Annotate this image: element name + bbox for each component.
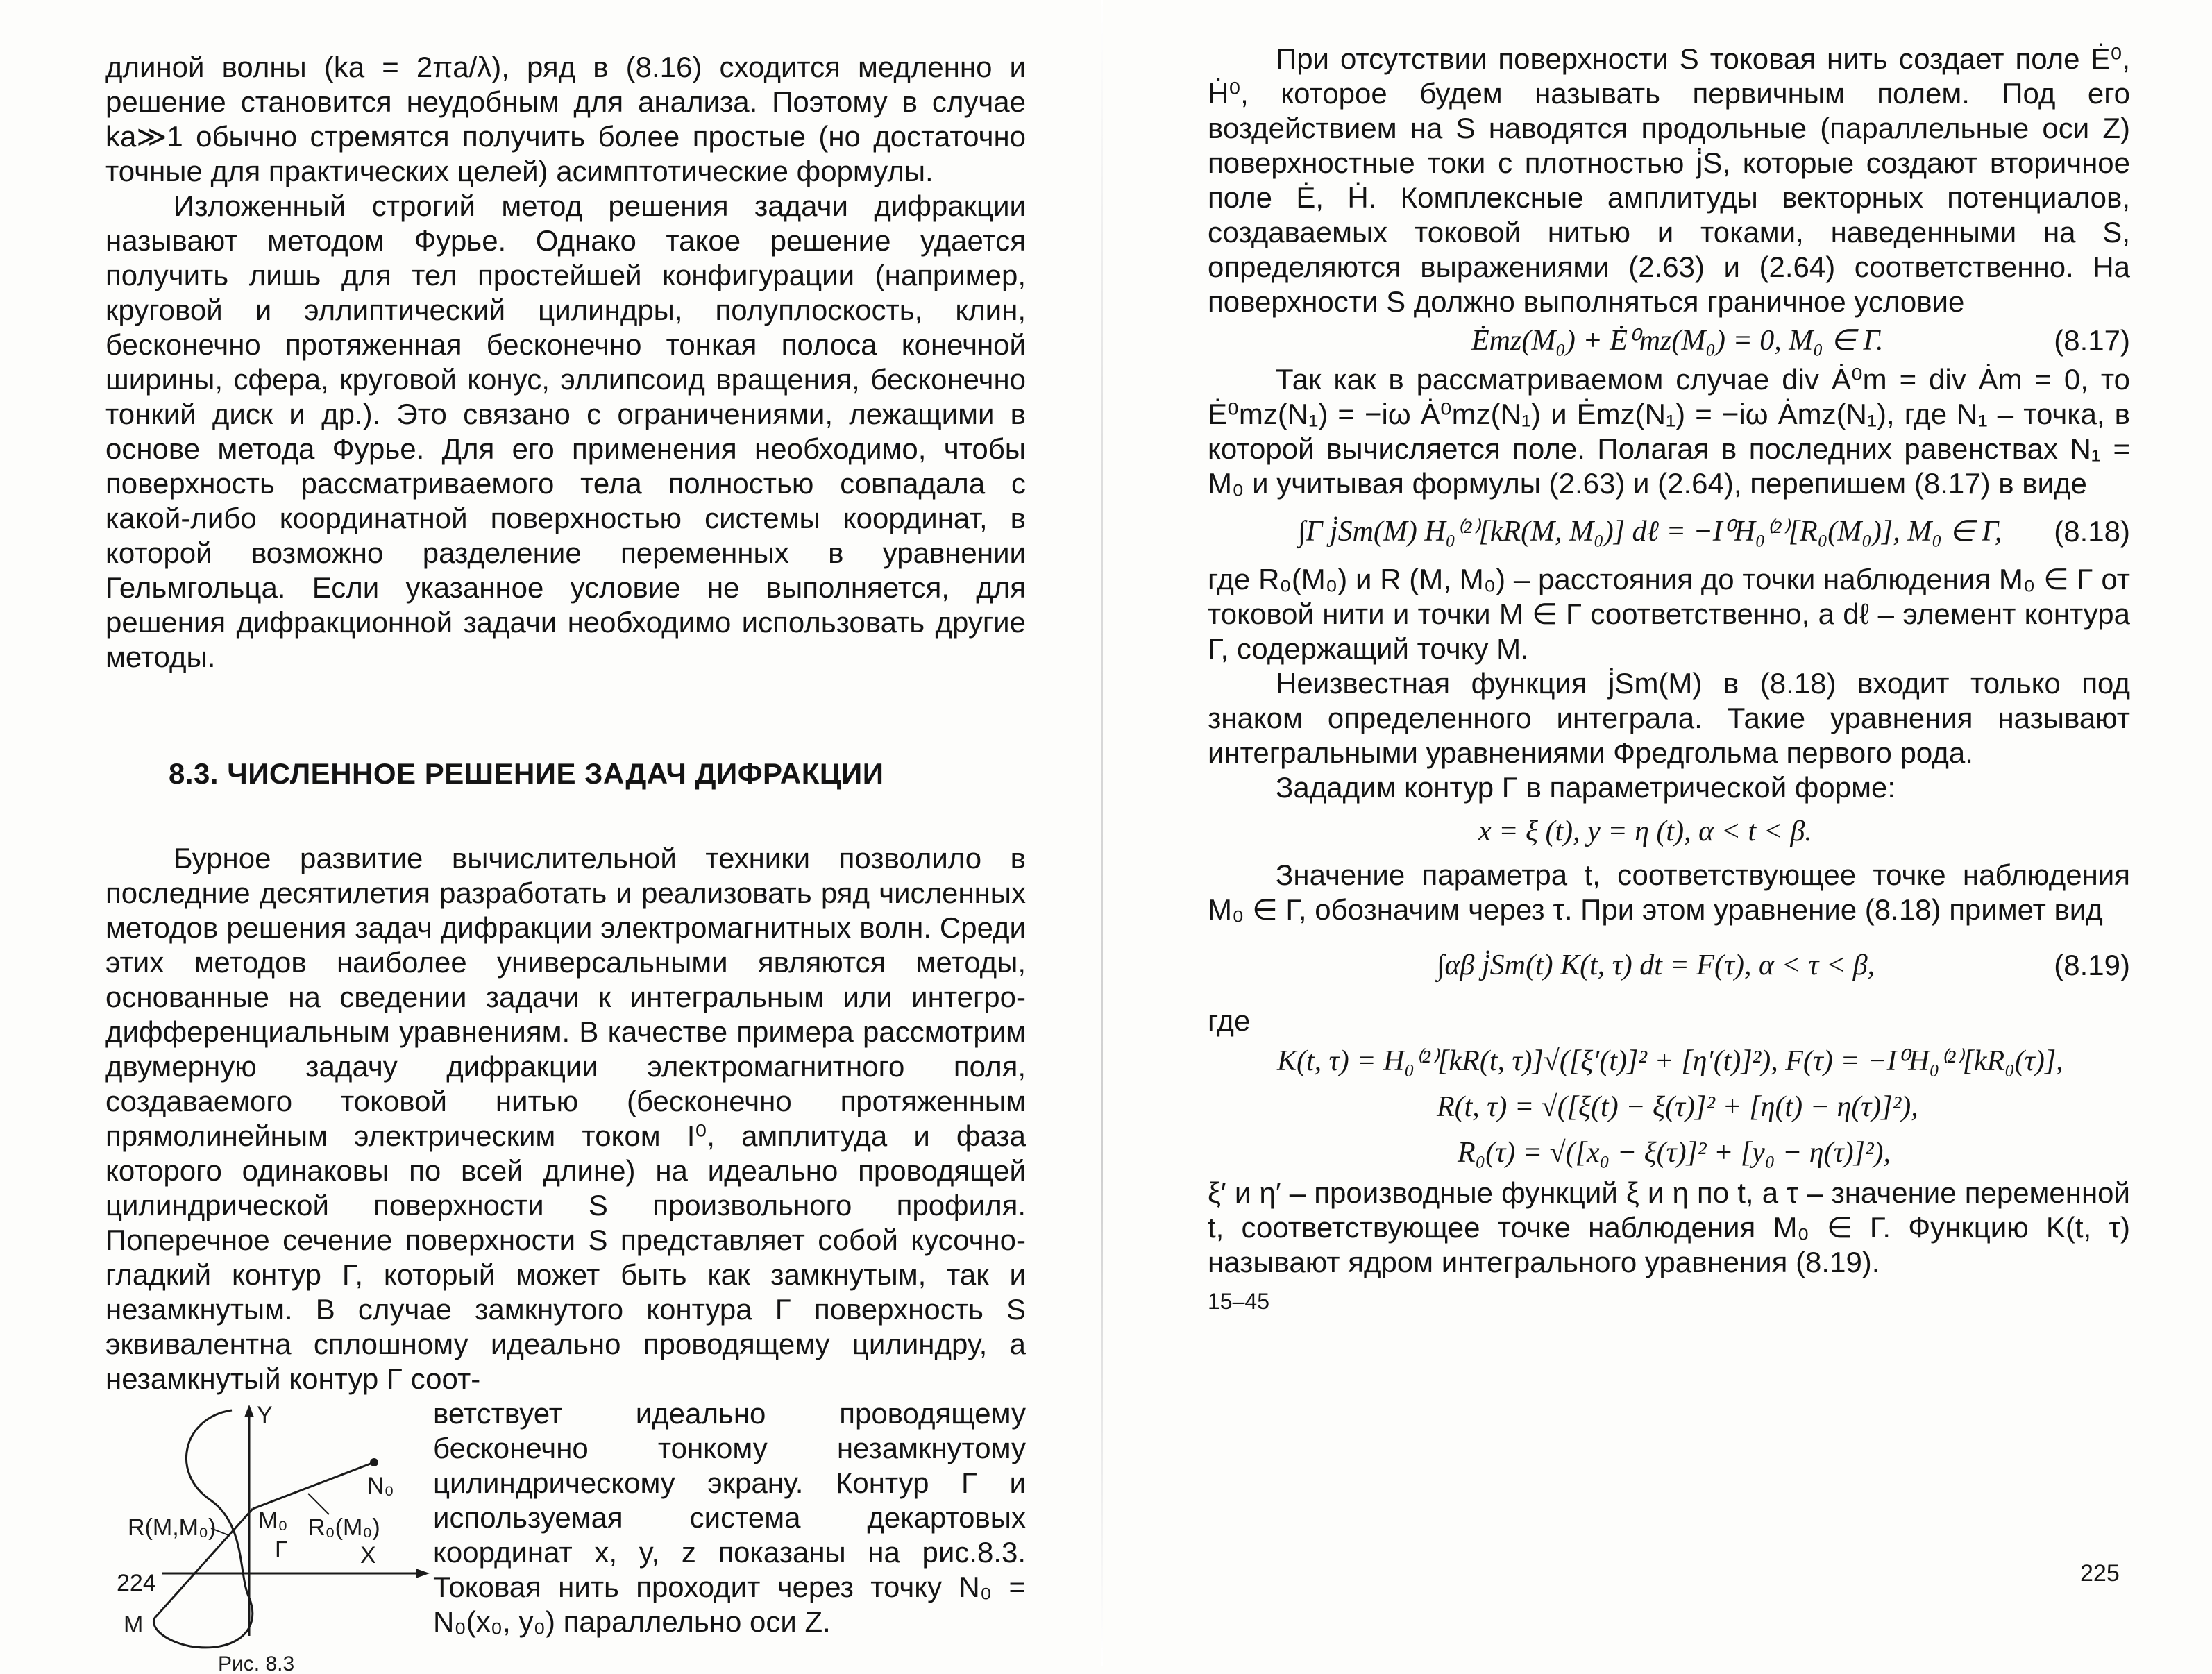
paragraph: Значение параметра t, соответствующее точке наблюдения M₀ ∈ Γ, обозначим через τ. При этом уравнение (8.18) примет вид [1208, 859, 2130, 926]
printer-signature: 15–45 [1208, 1289, 1269, 1314]
n0-point [370, 1458, 378, 1466]
section-heading: 8.3. ЧИСЛЕННОЕ РЕШЕНИЕ ЗАДАЧ ДИФРАКЦИИ [169, 757, 884, 790]
equation-r [1208, 1084, 2130, 1130]
left-text-column [105, 50, 1026, 1674]
paragraph: Бурное развитие вычислительной техники позволило в последние десятилетия разработать и реализовать ряд численных методов решения задач дифракции электромагнитных волн. Среди этих методов наиболее универсальными являются методы, основанные на сведении задачи к интегральным или интегро-дифференциальным уравнениям. В качестве примера рассмотрим двумерную задачу дифракции электромагнитного поля, создаваемого токовой нитью (бесконечно протяженным прямолинейным электрическим током I⁰, амплитуда и фаза которого одинаковы по всей длине) на идеально проводящей цилиндрической поверхности S произвольного профиля. Поперечное сечение поверхности S представляет собой кусочно-гладкий контур Γ, который может быть как замкнутым, так и незамкнутым. В случае замкнутого контура Γ поверхность S эквивалентна сплошному идеально проводящему цилиндру, а незамкнутый контур Γ соот- [105, 842, 1026, 1395]
paragraph: ξ′ и η′ – производные функций ξ и η по t, а τ – значение переменной t, соответствующее точке наблюдения M₀ ∈ Γ. Функцию K(t, τ) называют ядром интегрального уравнения (8.19). [1208, 1176, 2130, 1278]
paragraph: где [1208, 1004, 1251, 1037]
equation-number: (8.18) [2054, 515, 2130, 548]
equation-8-19 [1208, 927, 2130, 1004]
r0-leader [308, 1494, 329, 1514]
paragraph-wrap: ветствует идеально проводящему бесконечно тонкому незамкнутому цилиндрическому экрану. Контур Γ и используемая система декартовых координат x, y, z показаны на рис.8.3. Токовая нить проходит через точку N₀ = N₀(x₀, y₀) параллельно оси Z. [433, 1397, 1026, 1638]
equation-8-18 [1208, 501, 2130, 562]
right-page [1106, 0, 2212, 1666]
equation-parametric [1208, 805, 2130, 858]
paragraph: Зададим контур Γ в параметрической форме: [1276, 771, 1896, 804]
figure-caption: Рис. 8.3 [218, 1652, 295, 1674]
equation-expression: ∫Γ j̇Sm(M) H₀⁽²⁾[kR(M, M₀)] dℓ = −I⁰H₀⁽²⁾[R₀(M₀)], M₀ ∈ Γ, [1298, 516, 2002, 548]
r0-label: R₀(M₀) [308, 1514, 380, 1541]
equation-expression: R(t, τ) = √([ξ(t) − ξ(τ)]² + [η(t) − η(τ)]²), [1437, 1091, 1918, 1123]
figure-8-3 [100, 1396, 447, 1674]
equation-expression: Ėmz(M₀) + Ė⁰mz(M₀) = 0, M₀ ∈ Γ. [1471, 325, 1884, 357]
page-number: 224 [117, 1570, 156, 1596]
paragraph: При отсутствии поверхности S токовая нить создает поле Ė⁰, Ḣ⁰, которое будем называть первичным полем. Под его воздействием на S наводятся продольные (параллельные оси Z) поверхностные токи с плотностью j̇S, которые создают вторичное поле Ė, Ḣ. Комплексные амплитуды векторных потенциалов, создаваемых токовой нитью и токами, наведенными на S, определяются выражениями (2.63) и (2.64) соответственно. На поверхности S должно выполняться граничное условие [1208, 42, 2130, 318]
n0-label: N₀ [367, 1473, 394, 1499]
equation-expression: K(t, τ) = H₀⁽²⁾[kR(t, τ)]√([ξ′(t)]² + [η′(t)]²), F(τ) = −I⁰H₀⁽²⁾[kR₀(τ)], [1277, 1045, 2063, 1077]
equation-r0 [1208, 1130, 2130, 1176]
paragraph: где R₀(M₀) и R (M, M₀) – расстояния до точки наблюдения M₀ ∈ Γ от токовой нити и точки M ∈ Γ соответственно, а dℓ – элемент контура Γ, содержащий точку M. [1208, 563, 2130, 665]
equation-expression: x = ξ (t), y = η (t), α < t < β. [1478, 815, 1812, 847]
equation-expression: R₀(τ) = √([x₀ − ξ(τ)]² + [y₀ − η(τ)]²), [1458, 1137, 1891, 1169]
r0-segment [253, 1462, 374, 1509]
right-text-column [1208, 42, 2130, 1319]
y-label: Y [257, 1402, 273, 1428]
y-axis-arrow [244, 1405, 254, 1417]
page-number: 225 [2080, 1560, 2120, 1587]
paragraph: Неизвестная функция j̇Sm(M) в (8.18) входит только под знаком определенного интеграла. Такие уравнения называют интегральными уравнениями Фредгольма первого рода. [1208, 667, 2130, 769]
r-label: R(M,M₀) [128, 1514, 217, 1541]
equation-8-17 [1208, 319, 2130, 362]
equation-expression: ∫αβ j̇Sm(t) K(t, τ) dt = F(τ), α < τ < β, [1437, 949, 1875, 981]
paragraph: Так как в рассматриваемом случае div Ȧ⁰m = div Ȧm = 0, то Ė⁰mz(N₁) = −iω Ȧ⁰mz(N₁) и Ėmz(N₁) = −iω Ȧmz(N₁), где N₁ – точка, в которой вычисляется поле. Полагая в последних равенствах N₁ = M₀ и учитывая формулы (2.63) и (2.64), перепишем (8.17) в виде [1208, 363, 2130, 500]
gamma-label: Γ [275, 1537, 288, 1563]
equation-number: (8.17) [2054, 324, 2130, 357]
figure-block [105, 1396, 1026, 1674]
paragraph: длиной волны (ka = 2πa/λ), ряд в (8.16) сходится медленно и решение становится неудобным для анализа. Поэтому в случае ka≫1 обычно стремятся получить более простые (но достаточно точные для практических целей) асимптотические формулы. [105, 51, 1026, 187]
x-label: X [360, 1542, 376, 1569]
paragraph: Изложенный строгий метод решения задачи дифракции называют методом Фурье. Однако такое решение удается получить лишь для тел простейшей конфигурации (например, круговой и эллиптический цилиндры, полуплоскость, клин, бесконечно протяженная бесконечно тонкая полоса конечной ширины, сфера, круговой конус, эллипсоид вращения, бесконечно тонкий диск и др.). Это связано с ограничениями, лежащими в основе метода Фурье. Для его применения необходимо, чтобы поверхность рассматриваемого тела полностью совпадала с какой-либо координатной поверхностью системы координат, в которой возможно разделение переменных в уравнении Гельмгольца. Если указанное условие не выполняется, для решения дифракционной задачи необходимо использовать другие методы. [105, 189, 1026, 673]
m-label: M [124, 1612, 144, 1638]
equation-kernel [1208, 1038, 2130, 1084]
book-gutter [1101, 0, 1103, 1666]
m0-label: M₀ [258, 1507, 288, 1534]
equation-number: (8.19) [2054, 949, 2130, 981]
x-axis-arrow [416, 1569, 430, 1578]
